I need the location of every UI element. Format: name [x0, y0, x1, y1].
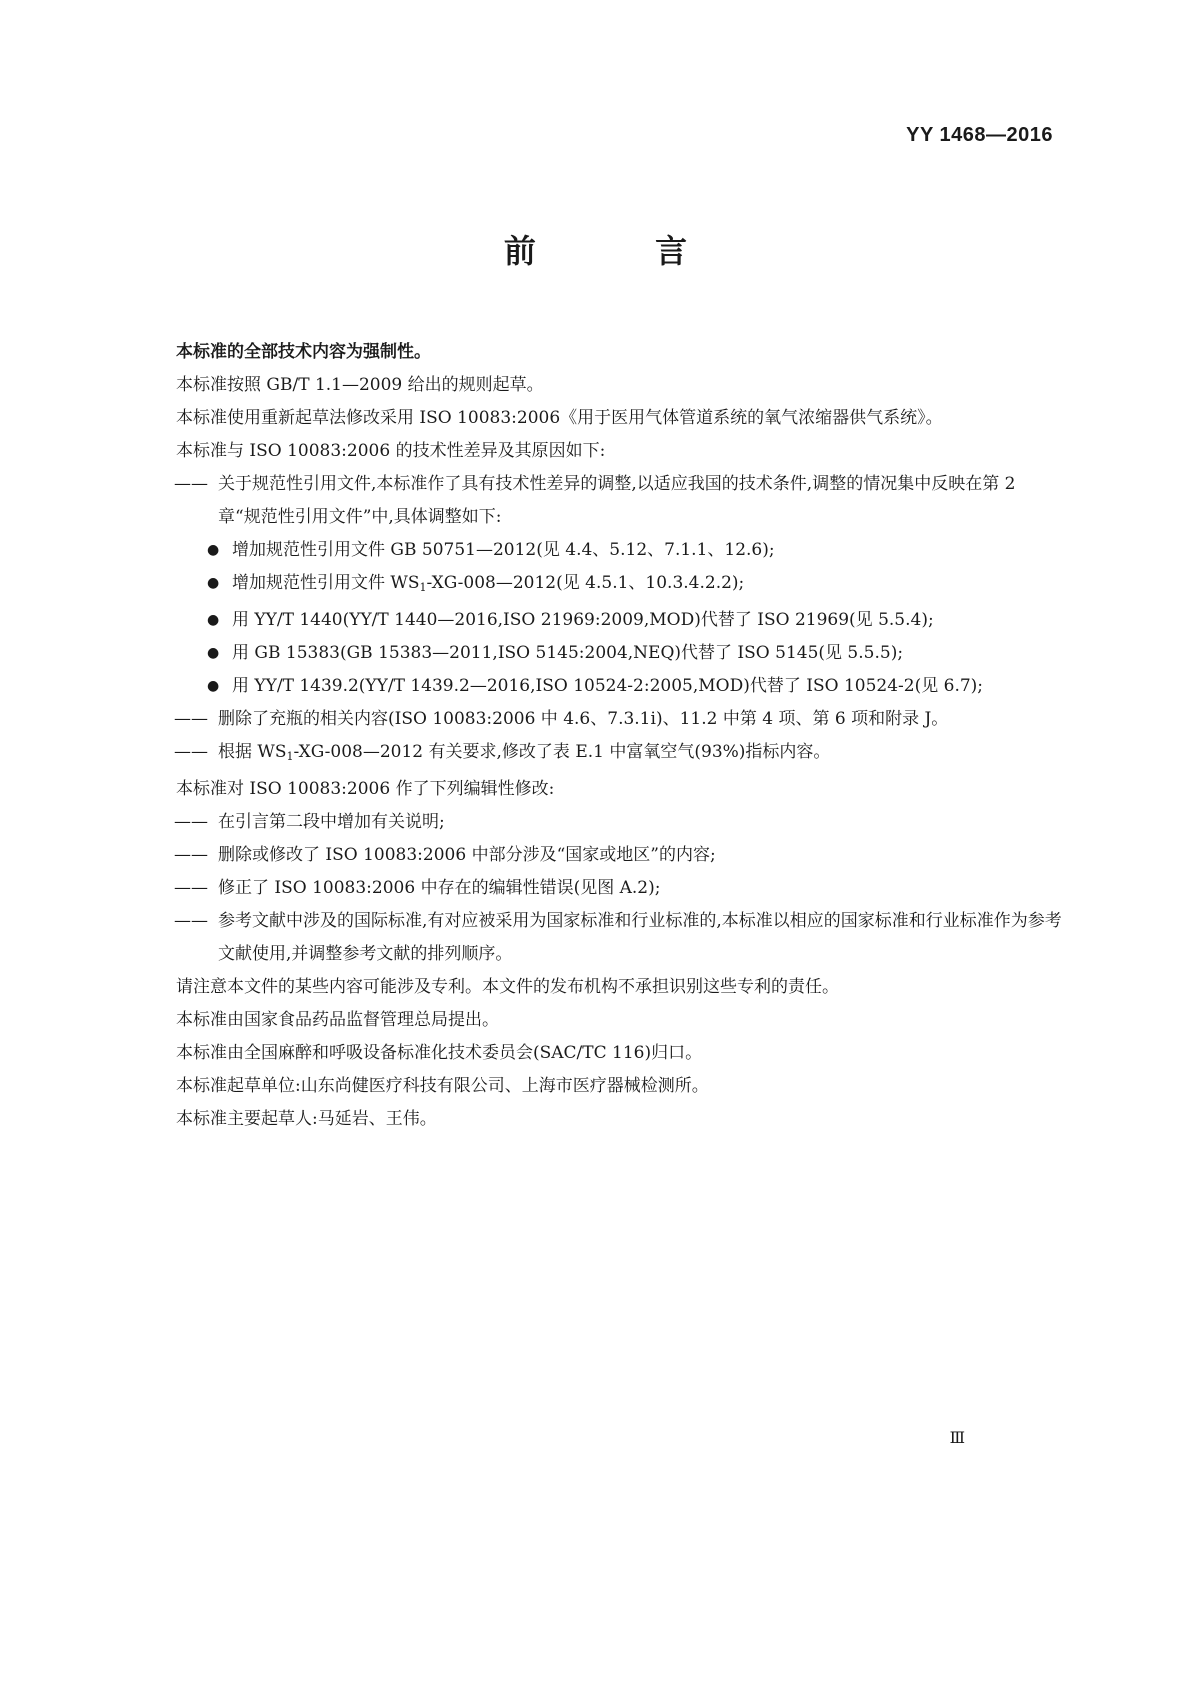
adoption-paragraph: 本标准使用重新起草法修改采用 ISO 10083:2006《用于医用气体管道系统的氧气浓缩器供气系统》。: [176, 408, 943, 428]
subscript: 1: [286, 750, 294, 763]
bullet-text-suffix: (见 4.5.1、10.3.4.2.2);: [556, 573, 745, 593]
bullet-dot: ●: [207, 612, 220, 628]
page-title: 前 言: [503, 232, 742, 270]
tech-diff-item-text: 删除了充瓶的相关内容(ISO 10083:2006 中 4.6、7.3.1i)、11.2 中第 4 项、第 6 项和附录 J。: [218, 709, 949, 729]
page-number: Ⅲ: [949, 1428, 965, 1447]
bullet-item: [121, 567, 1063, 604]
patent-notice: 请注意本文件的某些内容可能涉及专利。本文件的发布机构不承担识别这些专利的责任。: [176, 977, 839, 997]
centralized-by: 本标准由全国麻醉和呼吸设备标准化技术委员会(SAC/TC 116)归口。: [176, 1043, 703, 1063]
edit-item: [121, 905, 1063, 971]
dash-mark: ——: [174, 911, 208, 931]
edit-item: [121, 872, 1063, 905]
mandatory-statement: 本标准的全部技术内容为强制性。: [176, 342, 431, 362]
bullet-item: [121, 534, 1063, 567]
bullet-code: -XG-008—2012: [426, 573, 557, 593]
bullet-item: [121, 637, 1063, 670]
drafting-rules-paragraph: 本标准按照 GB/T 1.1—2009 给出的规则起草。: [176, 375, 544, 395]
bullet-dot: ●: [207, 542, 220, 558]
tech-diff-item-text: 关于规范性引用文件,本标准作了具有技术性差异的调整,以适应我国的技术条件,调整的情况集中反映在第 2 章“规范性引用文件”中,具体调整如下:: [218, 474, 1016, 527]
bullet-text-prefix: 增加规范性引用文件 WS: [232, 573, 420, 593]
bullet-text: 用 GB 15383(GB 15383—2011,ISO 5145:2004,NEQ)代替了 ISO 5145(见 5.5.5);: [232, 643, 904, 663]
tech-diff-intro: 本标准与 ISO 10083:2006 的技术性差异及其原因如下:: [176, 441, 606, 461]
bullet-text: 用 YY/T 1440(YY/T 1440—2016,ISO 21969:2009,MOD)代替了 ISO 21969(见 5.5.4);: [232, 610, 934, 630]
bullet-dot: ●: [207, 678, 220, 694]
subscript: 1: [419, 581, 427, 594]
tech-diff-prefix: 根据 WS: [218, 742, 287, 762]
edit-item-text: 参考文献中涉及的国际标准,有对应被采用为国家标准和行业标准的,本标准以相应的国家标准和行业标准作为参考文献使用,并调整参考文献的排列顺序。: [218, 911, 1062, 964]
tech-diff-item: [121, 736, 1063, 773]
edit-item-text: 修正了 ISO 10083:2006 中存在的编辑性错误(见图 A.2);: [218, 878, 661, 898]
dash-mark: ——: [174, 709, 208, 729]
edit-item-text: 在引言第二段中增加有关说明;: [218, 812, 445, 832]
drafting-units: 本标准起草单位:山东尚健医疗科技有限公司、上海市医疗器械检测所。: [176, 1076, 709, 1096]
edit-item: [121, 839, 1063, 872]
edit-intro: 本标准对 ISO 10083:2006 作了下列编辑性修改:: [176, 779, 555, 799]
proposed-by: 本标准由国家食品药品监督管理总局提出。: [176, 1010, 499, 1030]
tech-diff-item: [121, 703, 1063, 736]
dash-mark: ——: [174, 878, 208, 898]
edit-item-text: 删除或修改了 ISO 10083:2006 中部分涉及“国家或地区”的内容;: [218, 845, 716, 865]
bullet-item: [121, 604, 1063, 637]
edit-item: [121, 806, 1063, 839]
dash-mark: ——: [174, 845, 208, 865]
bullet-dot: ●: [207, 575, 220, 591]
dash-mark: ——: [174, 474, 208, 494]
foreword-body: [121, 336, 1063, 1136]
drafters: 本标准主要起草人:马延岩、王伟。: [176, 1109, 437, 1129]
dash-mark: ——: [174, 812, 208, 832]
bullet-item: [121, 670, 1063, 703]
standard-number: YY 1468—2016: [906, 124, 1053, 146]
tech-diff-item: [121, 468, 1063, 534]
dash-mark: ——: [174, 742, 208, 762]
tech-diff-rest: -XG-008—2012 有关要求,修改了表 E.1 中富氧空气(93%)指标内容。: [293, 742, 831, 762]
bullet-text: 增加规范性引用文件 GB 50751—2012(见 4.4、5.12、7.1.1、12.6);: [232, 540, 775, 560]
bullet-dot: ●: [207, 645, 220, 661]
bullet-text: 用 YY/T 1439.2(YY/T 1439.2—2016,ISO 10524-2:2005,MOD)代替了 ISO 10524-2(见 6.7);: [232, 676, 984, 696]
